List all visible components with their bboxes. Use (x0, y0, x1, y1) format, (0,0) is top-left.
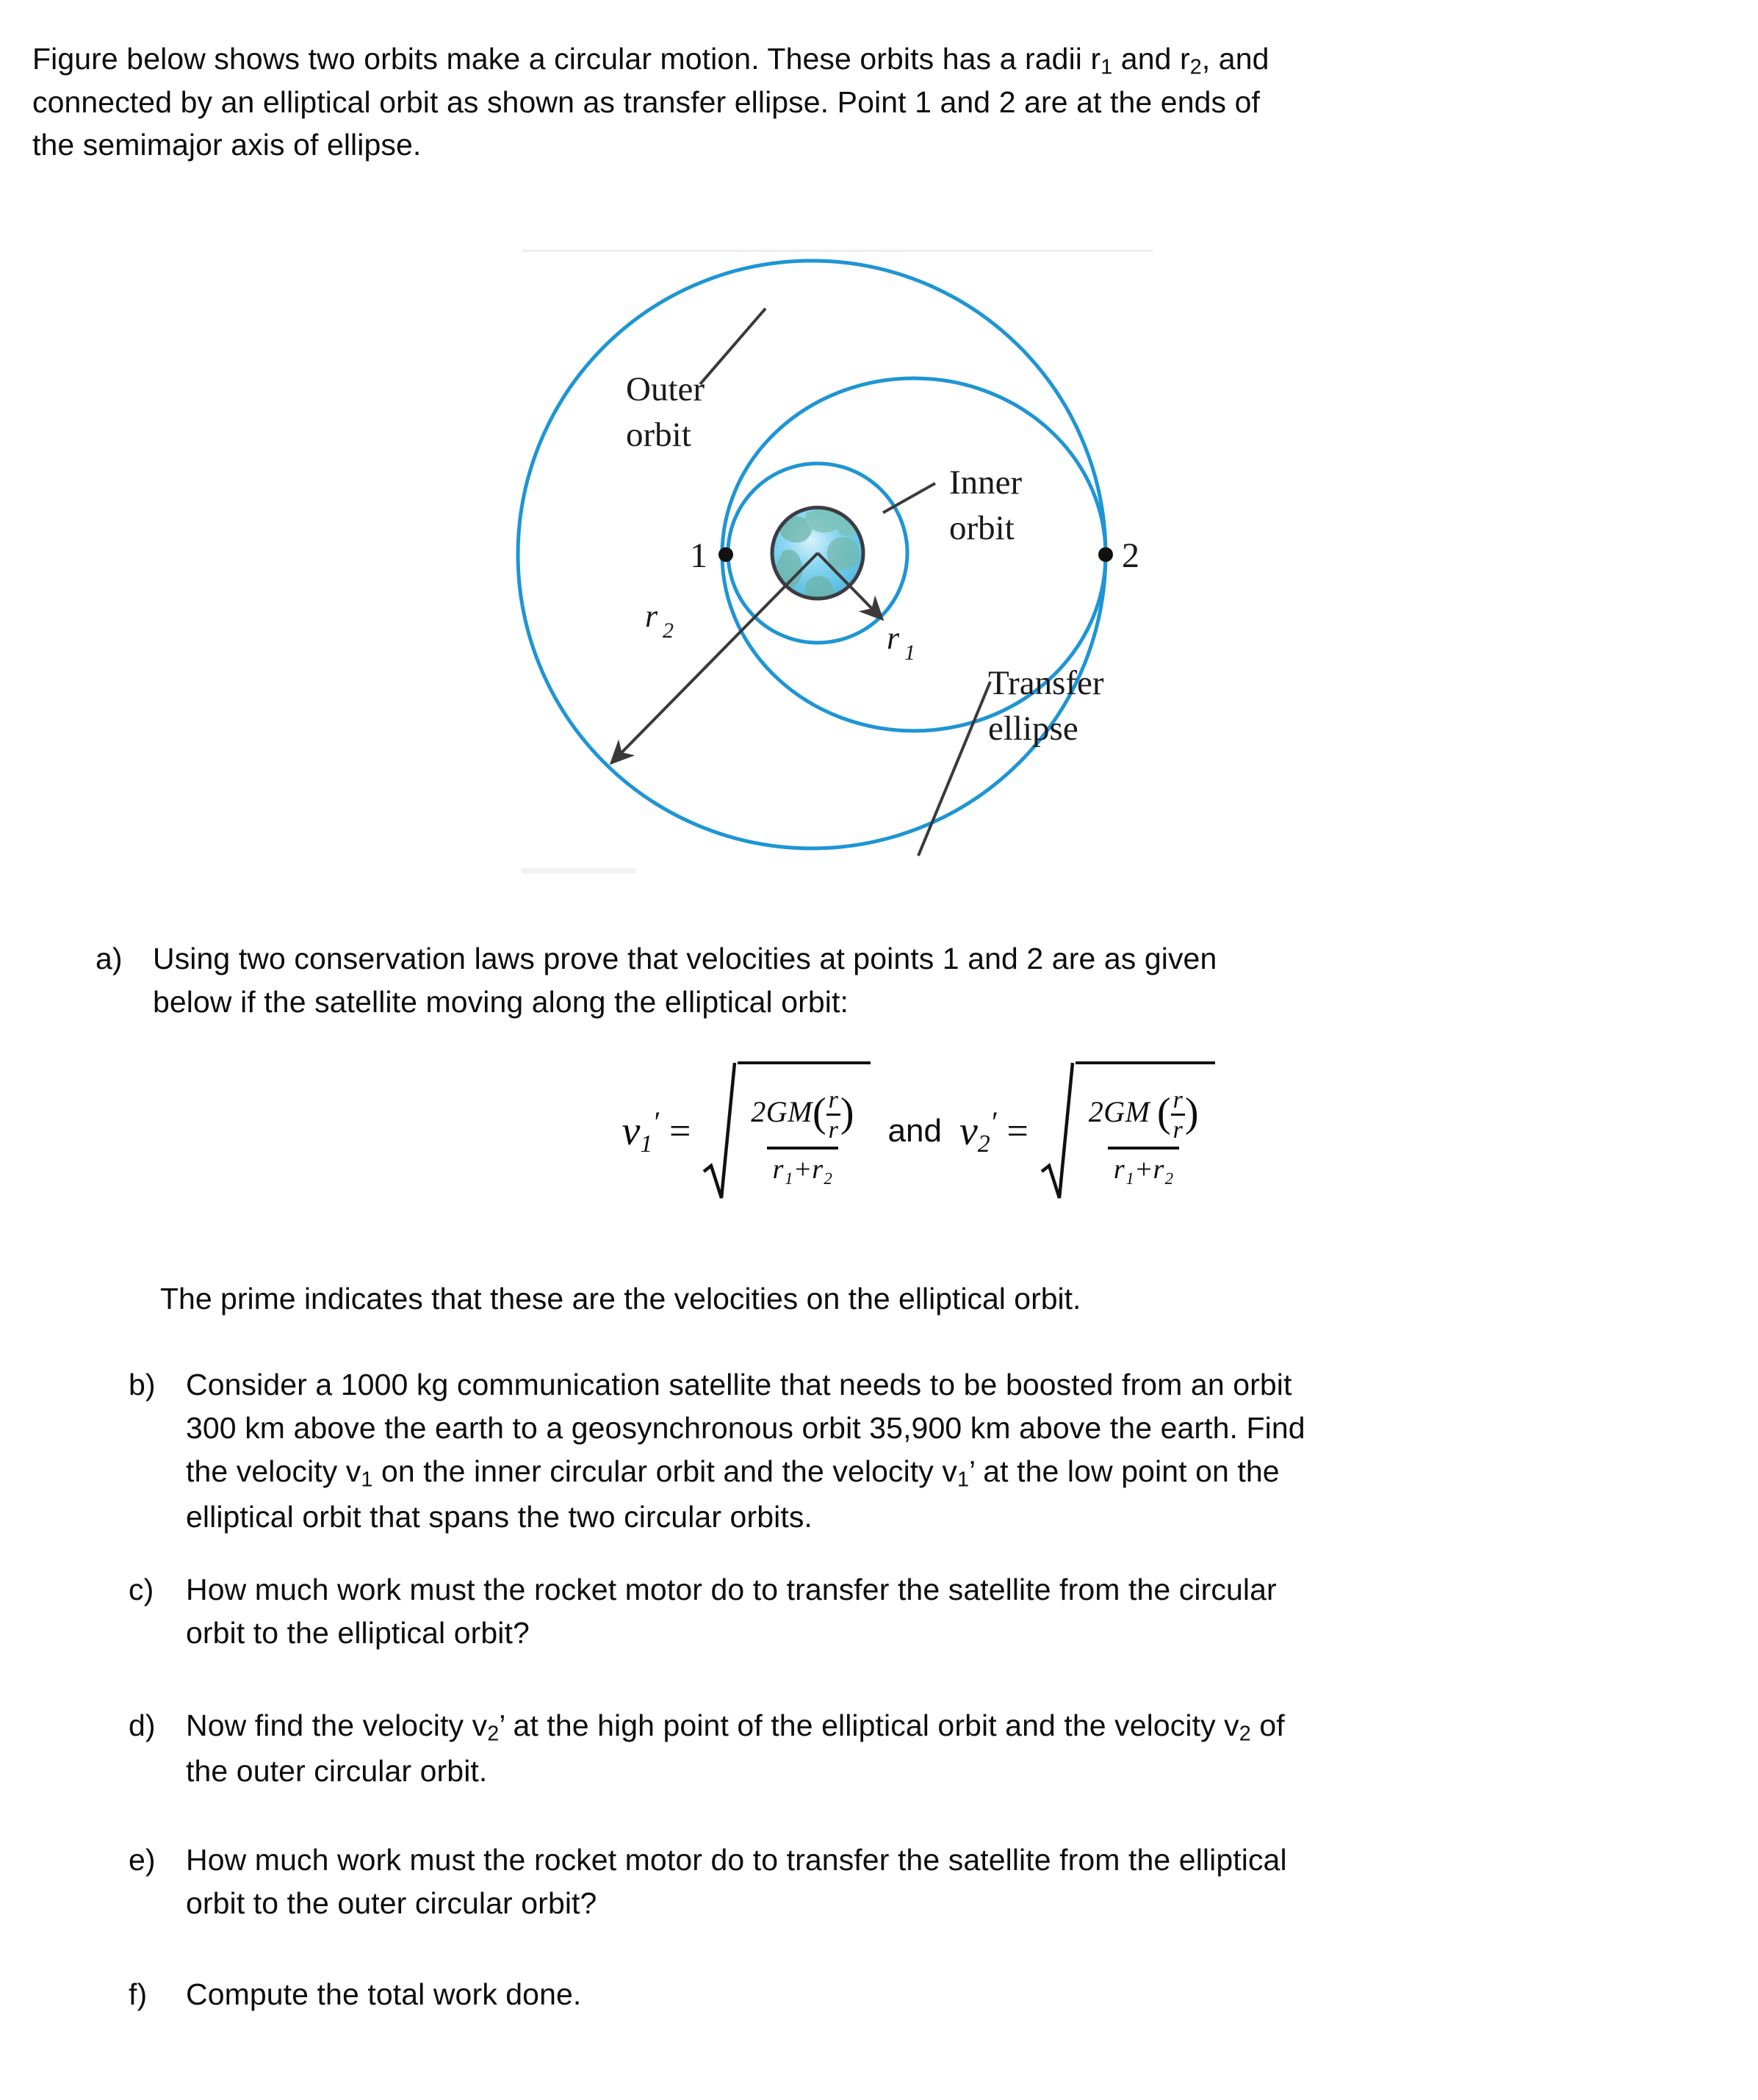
v2-label: v2′ (959, 1105, 997, 1158)
velocity-formula (514, 1050, 1322, 1212)
v1-radical (702, 1061, 870, 1201)
label-outer-orbit-line2: orbit (626, 416, 691, 454)
question-d (129, 1704, 1657, 1793)
v2-numerator: 2GM ( $\frac{r}{r}$ ) (1088, 1086, 1199, 1144)
question-d-line-2: the outer circular orbit. (186, 1753, 488, 1788)
label-point-2: 2 (1122, 536, 1139, 575)
point-1-marker (718, 547, 733, 562)
intro-paragraph (32, 38, 1685, 166)
intro-line-1: Figure below shows two orbits make a circular motion. These orbits has a radii $r_1$ and $r_2$, and (32, 42, 1269, 79)
figure-top-rule (522, 250, 1153, 252)
formula-v2 (959, 1061, 1215, 1201)
radical-sign-2 (1040, 1061, 1076, 1201)
question-a (96, 937, 1609, 1024)
label-point-1: 1 (690, 536, 707, 575)
question-d-marker: d) (129, 1708, 156, 1742)
question-b-text (186, 1363, 1657, 1539)
formula-conjunction: and (887, 1113, 942, 1149)
label-outer-orbit-line1: Outer (626, 370, 705, 408)
intro-line-2: connected by an elliptical orbit as shown as transfer ellipse. Point 1 and 2 are at the ends of (32, 85, 1261, 120)
orbit-transfer-diagram (514, 235, 1153, 881)
label-transfer-line2: ellipse (988, 710, 1078, 748)
question-e-line-1: How much work must the rocket motor do to transfer the satellite from the elliptical (186, 1843, 1287, 1877)
inner-orbit-leader (883, 483, 935, 513)
label-inner-orbit-line1: Inner (949, 463, 1023, 502)
question-f-line-1: Compute the total work done. (186, 1977, 582, 2011)
outer-orbit-leader (700, 308, 765, 384)
question-a-marker: a) (96, 942, 123, 975)
point-2-marker (1098, 547, 1113, 562)
question-c-line-1: How much work must the rocket motor do to transfer the satellite from the circular (186, 1573, 1277, 1606)
question-a-text (153, 937, 1609, 1024)
label-r1: r (887, 620, 900, 656)
v2-equals: = (1006, 1110, 1028, 1152)
question-b-line-1: Consider a 1000 kg communication satellite that needs to be boosted from an orbit (186, 1368, 1292, 1401)
label-r2: r (645, 598, 658, 634)
question-f (129, 1973, 1657, 2016)
label-r1-sub: 1 (904, 641, 915, 665)
question-b-line-3: the velocity $v_1$ on the inner circular orbit and the velocity $v_1$’ at the low point on the (186, 1454, 1280, 1492)
question-e-line-2: orbit to the outer circular orbit? (186, 1886, 597, 1921)
transfer-ellipse-leader (918, 682, 990, 856)
intro-line-3: the semimajor axis of ellipse. (32, 127, 422, 162)
question-e-text (186, 1839, 1657, 1925)
r1-subscript: 1 (1100, 55, 1113, 79)
question-c-marker: c) (129, 1573, 154, 1606)
earth-globe (772, 508, 863, 605)
question-c-line-2: orbit to the elliptical orbit? (186, 1616, 530, 1650)
question-c (129, 1568, 1657, 1655)
prime-note: The prime indicates that these are the velocities on the elliptical orbit. (160, 1282, 1081, 1316)
question-a-line-2: below if the satellite moving along the elliptical orbit: (153, 985, 849, 1020)
v1-denominator: r₁+r₂ (767, 1147, 839, 1186)
r2-subscript: 2 (1189, 55, 1202, 79)
label-inner-orbit-line2: orbit (949, 509, 1015, 547)
v1-label: v1′ (622, 1105, 659, 1158)
v1-equals: = (669, 1110, 691, 1152)
question-b-marker: b) (129, 1368, 156, 1401)
question-f-marker: f) (129, 1977, 148, 2011)
question-d-text (186, 1704, 1657, 1793)
label-r2-sub: 2 (663, 618, 674, 643)
question-e (129, 1839, 1657, 1925)
question-d-line-1: Now find the velocity $v_2$’ at the high point of the elliptical orbit and the velocity $v_2$ of (186, 1708, 1285, 1746)
question-b-line-2: 300 km above the earth to a geosynchronous orbit 35,900 km above the earth. Find (186, 1411, 1305, 1446)
formula-v1 (622, 1061, 870, 1201)
question-a-line-1: Using two conservation laws prove that velocities at points 1 and 2 are as given (153, 942, 1217, 975)
r2-arrow (612, 553, 818, 762)
radical-sign-1 (702, 1061, 738, 1201)
question-b (129, 1363, 1657, 1539)
diagram-svg (514, 235, 1153, 881)
label-transfer-line1: Transfer (988, 664, 1104, 702)
figure-bottom-mark (522, 868, 635, 873)
question-f-text (186, 1973, 1657, 2016)
question-b-line-4: elliptical orbit that spans the two circular orbits. (186, 1499, 813, 1534)
question-c-text (186, 1568, 1657, 1655)
question-e-marker: e) (129, 1843, 156, 1877)
v2-radical (1040, 1061, 1215, 1201)
v1-numerator: 2GM( $\frac{r}{r}$ ) (751, 1086, 854, 1144)
v2-denominator: r₁+r₂ (1108, 1147, 1180, 1186)
